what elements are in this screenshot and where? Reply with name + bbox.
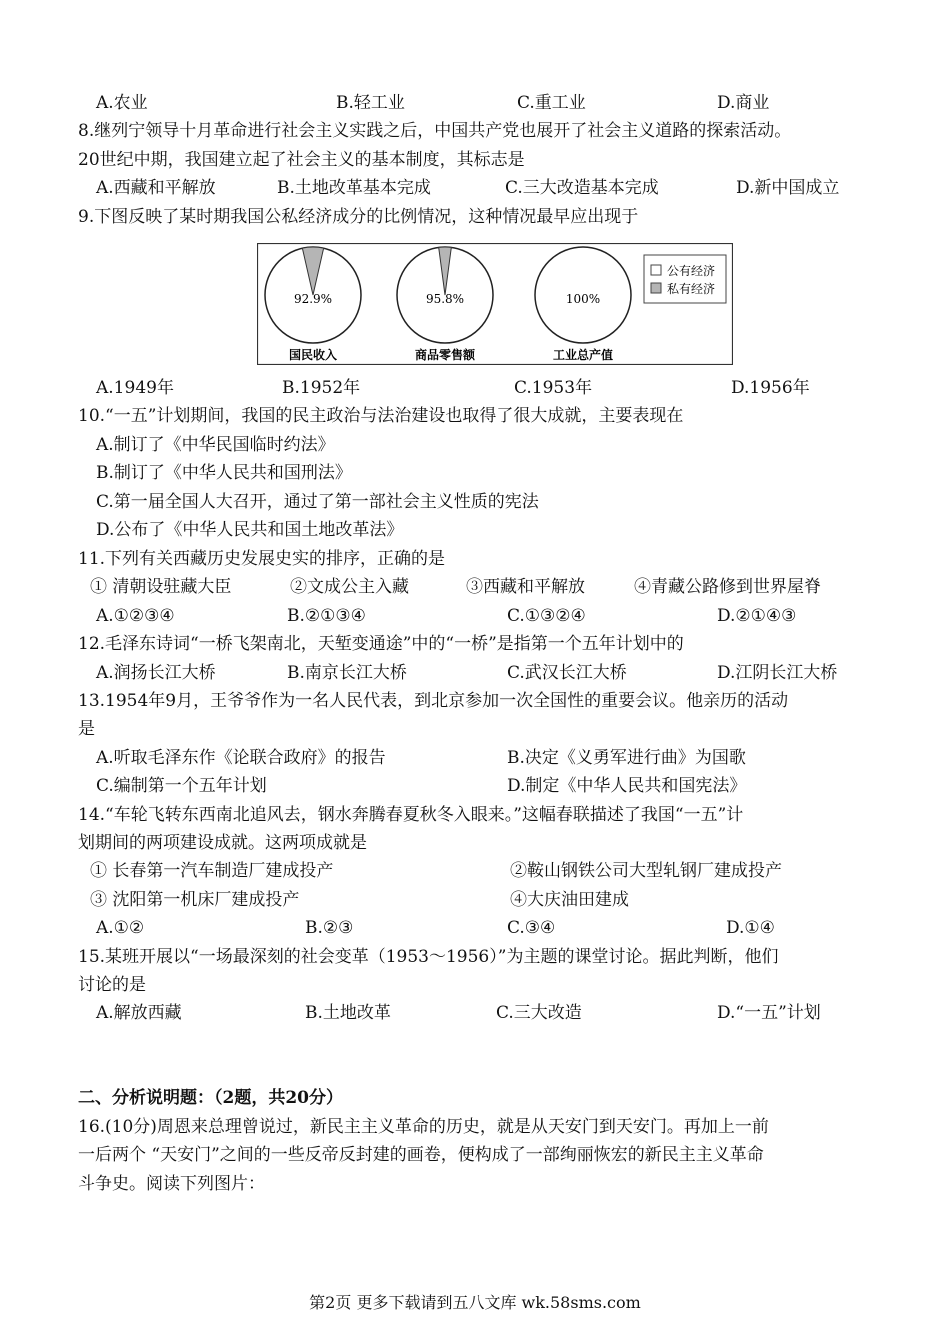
q8-stem-line2: 20世纪中期，我国建立起了社会主义的基本制度，其标志是	[78, 150, 525, 170]
q7-option-b: B.轻工业	[336, 93, 405, 113]
q9-stem: 9.下图反映了某时期我国公私经济成分的比例情况，这种情况最早应出现于	[78, 207, 639, 227]
q14-item-2: ②鞍山钢铁公司大型轧钢厂建成投产	[510, 861, 782, 881]
q15-option-b: B.土地改革	[305, 1003, 391, 1023]
q13-stem-line1: 13.1954年9月，王爷爷作为一名人民代表，到北京参加一次全国性的重要会议。他亲历的活动	[78, 691, 789, 711]
q10-option-b: B.制订了《中华人民共和国刑法》	[96, 463, 352, 483]
q11-item-1: ① 清朝设驻藏大臣	[90, 577, 232, 597]
q12-option-a: A.润扬长江大桥	[96, 663, 216, 683]
q11-option-d: D.②①④③	[717, 606, 797, 626]
q14-item-4: ④大庆油田建成	[510, 890, 629, 910]
q10-option-d: D.公布了《中华人民共和国土地改革法》	[96, 520, 404, 540]
q11-item-2: ②文成公主入藏	[290, 577, 409, 597]
q7-option-a: A.农业	[96, 93, 148, 113]
legend-label-public: 公有经济	[667, 264, 716, 278]
q11-option-b: B.②①③④	[287, 606, 366, 626]
q14-stem-line2: 划期间的两项建设成就。这两项成就是	[78, 833, 367, 853]
legend-label-private: 私有经济	[667, 282, 716, 296]
pie-1-value-label: 92.9%	[293, 292, 333, 306]
q8-option-a: A.西藏和平解放	[96, 178, 216, 198]
q14-option-c: C.③④	[507, 918, 556, 938]
chart-legend	[644, 255, 726, 303]
q13-option-c: C.编制第一个五年计划	[96, 776, 267, 796]
q13-stem-line2: 是	[78, 719, 95, 739]
q12-option-c: C.武汉长江大桥	[507, 663, 627, 683]
q9-option-b: B.1952年	[282, 378, 361, 398]
q13-option-a: A.听取毛泽东作《论联合政府》的报告	[96, 748, 386, 768]
q15-stem-line2: 讨论的是	[78, 975, 146, 995]
q10-option-c: C.第一届全国人大召开，通过了第一部社会主义性质的宪法	[96, 492, 539, 512]
q9-option-c: C.1953年	[514, 378, 593, 398]
q14-item-3: ③ 沈阳第一机床厂建成投产	[90, 890, 300, 910]
section2-title: 二、分析说明题：（2题，共20分）	[78, 1088, 343, 1108]
q16-line1: 16.(10分)周恩来总理曾说过，新民主主义革命的历史，就是从天安门到天安门。再加上一前	[78, 1117, 769, 1137]
pie-3-value-label: 100%	[565, 292, 601, 306]
q15-option-c: C.三大改造	[496, 1003, 582, 1023]
legend-swatch-public	[651, 265, 661, 275]
q11-item-3: ③西藏和平解放	[466, 577, 585, 597]
q16-line3: 斗争史。阅读下列图片：	[78, 1174, 265, 1194]
q11-item-4: ④青藏公路修到世界屋脊	[634, 577, 821, 597]
q16-line2: 一后两个 “天安门”之间的一些反帝反封建的画卷，便构成了一部绚丽恢宏的新民主主义革命	[78, 1145, 764, 1165]
pie-1-category-label: 国民收入	[288, 348, 338, 362]
q13-option-b: B.决定《义勇军进行曲》为国歌	[507, 748, 746, 768]
q14-option-b: B.②③	[305, 918, 354, 938]
q10-stem: 10.“一五”计划期间，我国的民主政治与法治建设也取得了很大成就，主要表现在	[78, 406, 684, 426]
q8-option-b: B.土地改革基本完成	[277, 178, 431, 198]
q15-stem-line1: 15.某班开展以“一场最深刻的社会变革（1953～1956）”为主题的课堂讨论。据此判断，他们	[78, 947, 779, 967]
q14-option-a: A.①②	[96, 918, 145, 938]
pie-3-category-label: 工业总产值	[552, 348, 614, 362]
q11-option-a: A.①②③④	[96, 606, 175, 626]
q8-option-c: C.三大改造基本完成	[505, 178, 659, 198]
q11-option-c: C.①③②④	[507, 606, 586, 626]
q10-option-a: A.制订了《中华民国临时约法》	[96, 435, 335, 455]
legend-swatch-private	[651, 283, 661, 293]
q12-option-b: B.南京长江大桥	[287, 663, 407, 683]
q13-option-d: D.制定《中华人民共和国宪法》	[507, 776, 747, 796]
q12-option-d: D.江阴长江大桥	[717, 663, 838, 683]
q9-option-d: D.1956年	[731, 378, 810, 398]
q15-option-a: A.解放西藏	[96, 1003, 182, 1023]
q9-option-a: A.1949年	[96, 378, 174, 398]
pie-2-category-label: 商品零售额	[414, 348, 476, 362]
q8-stem-line1: 8.继列宁领导十月革命进行社会主义实践之后，中国共产党也展开了社会主义道路的探索活动。	[78, 121, 792, 141]
q7-option-c: C.重工业	[517, 93, 586, 113]
q11-stem: 11.下列有关西藏历史发展史实的排序，正确的是	[78, 549, 446, 569]
q7-option-d: D.商业	[717, 93, 770, 113]
q14-option-d: D.①④	[726, 918, 775, 938]
q14-item-1: ① 长春第一汽车制造厂建成投产	[90, 861, 334, 881]
pie-2-value-label: 95.8%	[425, 292, 465, 306]
page-footer: 第2页 更多下载请到五八文库 wk.58sms.com	[309, 1293, 641, 1312]
q14-stem-line1: 14.“车轮飞转东西南北追风去，钢水奔腾春夏秋冬入眼来。”这幅春联描述了我国“一五”计	[78, 805, 744, 825]
pie-chart-figure	[257, 243, 733, 365]
q15-option-d: D.“一五”计划	[717, 1003, 821, 1023]
q12-stem: 12.毛泽东诗词“一桥飞架南北，天堑变通途”中的“一桥”是指第一个五年计划中的	[78, 634, 684, 654]
q8-option-d: D.新中国成立	[736, 178, 840, 198]
